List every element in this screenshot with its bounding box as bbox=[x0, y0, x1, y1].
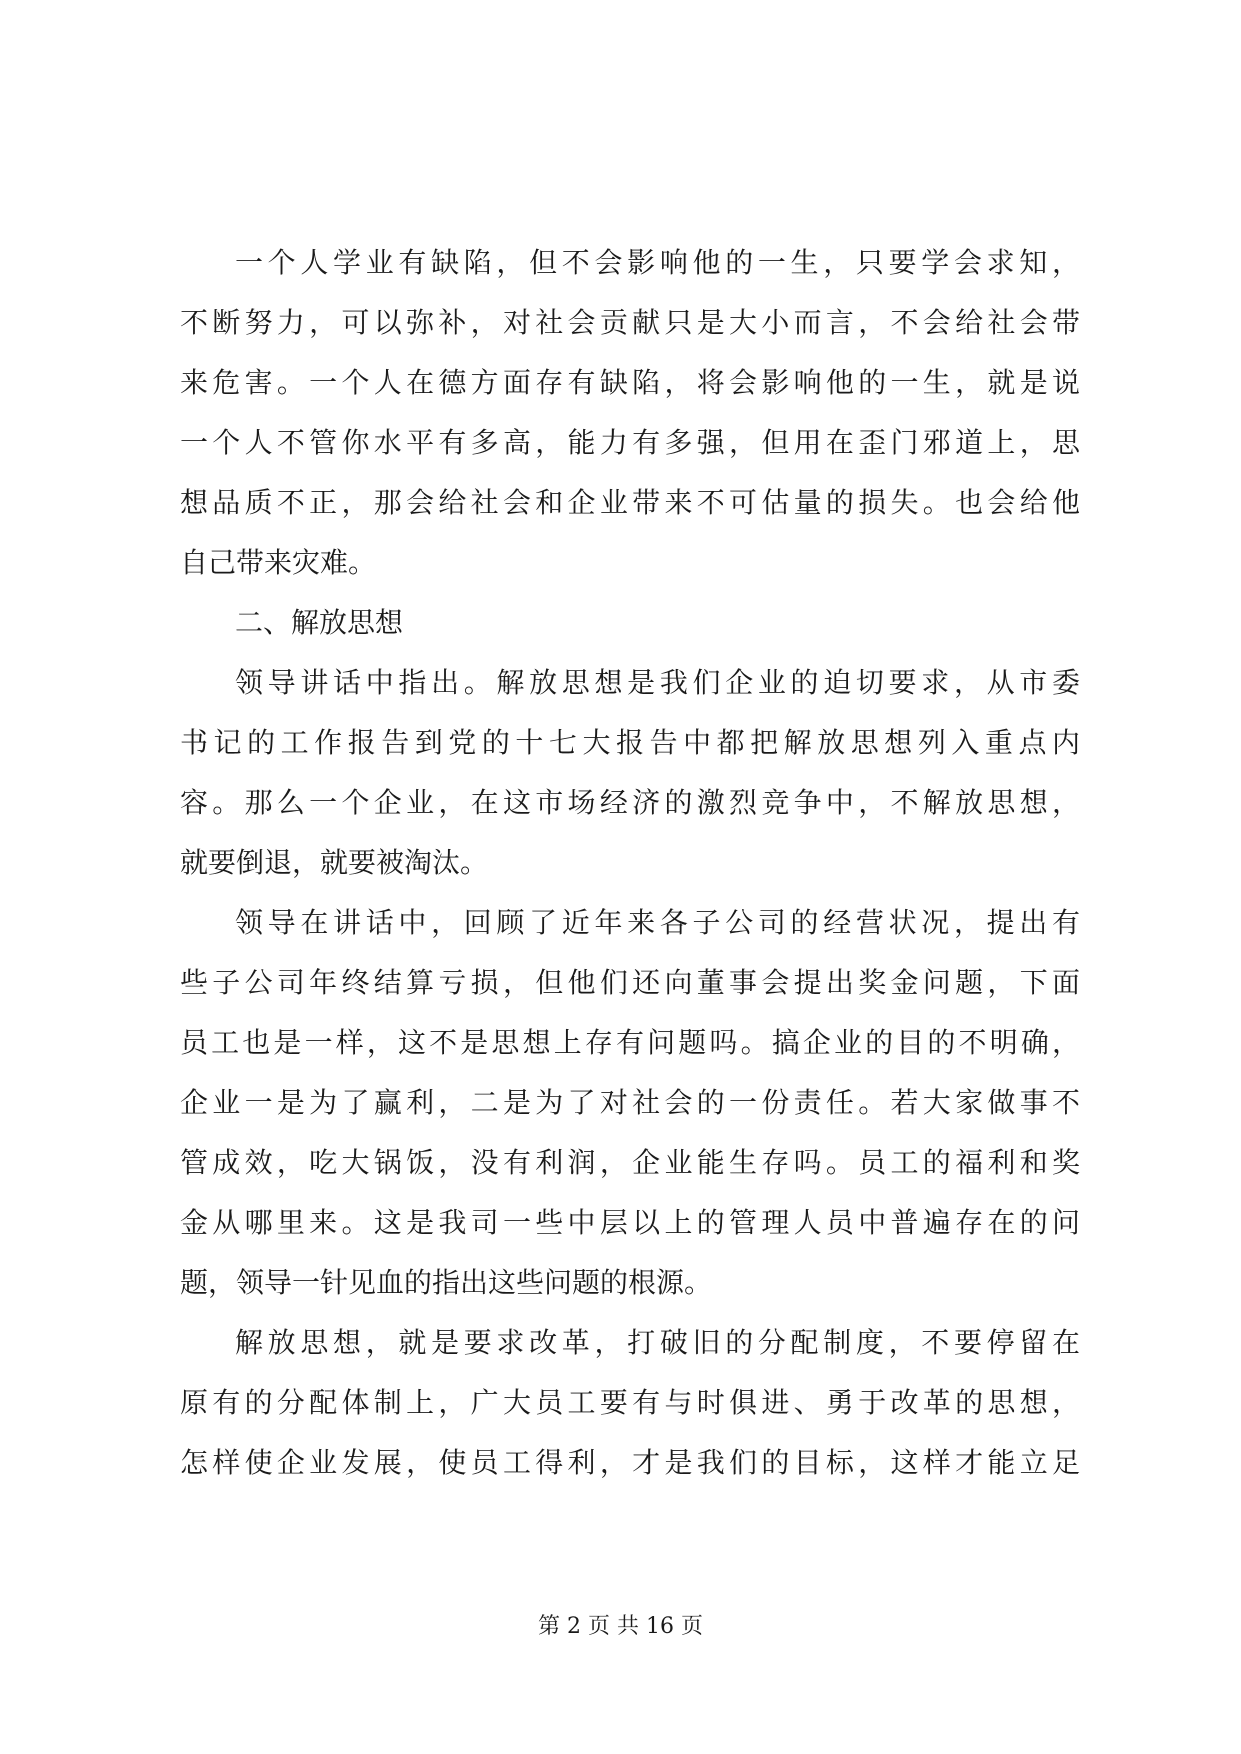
text-line: 原有的分配体制上，广大员工要有与时俱进、勇于改革的思想， bbox=[180, 1386, 1080, 1419]
text-line: 企业一是为了赢利，二是为了对社会的一份责任。若大家做事不 bbox=[180, 1086, 1080, 1119]
text-line: 来危害。一个人在德方面存有缺陷，将会影响他的一生，就是说 bbox=[180, 366, 1080, 399]
text-line: 领导讲话中指出。解放思想是我们企业的迫切要求，从市委 bbox=[235, 666, 1080, 699]
text-line: 金从哪里来。这是我司一些中层以上的管理人员中普遍存在的问 bbox=[180, 1206, 1080, 1239]
text-line: 一个人不管你水平有多高，能力有多强，但用在歪门邪道上，思 bbox=[180, 426, 1080, 459]
text-line: 一个人学业有缺陷，但不会影响他的一生，只要学会求知， bbox=[235, 246, 1080, 279]
text-line: 怎样使企业发展，使员工得利，才是我们的目标，这样才能立足 bbox=[180, 1446, 1080, 1479]
text-line: 题，领导一针见血的指出这些问题的根源。 bbox=[180, 1266, 713, 1299]
text-line: 书记的工作报告到党的十七大报告中都把解放思想列入重点内 bbox=[180, 726, 1080, 759]
text-line: 自己带来灾难。 bbox=[180, 546, 377, 579]
text-line: 解放思想，就是要求改革，打破旧的分配制度，不要停留在 bbox=[235, 1326, 1080, 1359]
page-footer: 第 2 页 共 16 页 bbox=[538, 1614, 703, 1639]
text-line: 员工也是一样，这不是思想上存有问题吗。搞企业的目的不明确， bbox=[180, 1026, 1080, 1059]
text-line: 管成效，吃大锅饭，没有利润，企业能生存吗。员工的福利和奖 bbox=[180, 1146, 1080, 1179]
document-body bbox=[180, 233, 1080, 1493]
text-line: 二、解放思想 bbox=[235, 606, 404, 639]
text-line: 容。那么一个企业，在这市场经济的激烈竞争中，不解放思想， bbox=[180, 786, 1080, 819]
text-line: 不断努力，可以弥补，对社会贡献只是大小而言，不会给社会带 bbox=[180, 306, 1080, 339]
text-line: 领导在讲话中，回顾了近年来各子公司的经营状况，提出有 bbox=[235, 906, 1080, 939]
text-line: 些子公司年终结算亏损，但他们还向董事会提出奖金问题，下面 bbox=[180, 966, 1080, 999]
text-line: 想品质不正，那会给社会和企业带来不可估量的损失。也会给他 bbox=[180, 486, 1080, 519]
text-line: 就要倒退，就要被淘汰。 bbox=[180, 846, 489, 879]
